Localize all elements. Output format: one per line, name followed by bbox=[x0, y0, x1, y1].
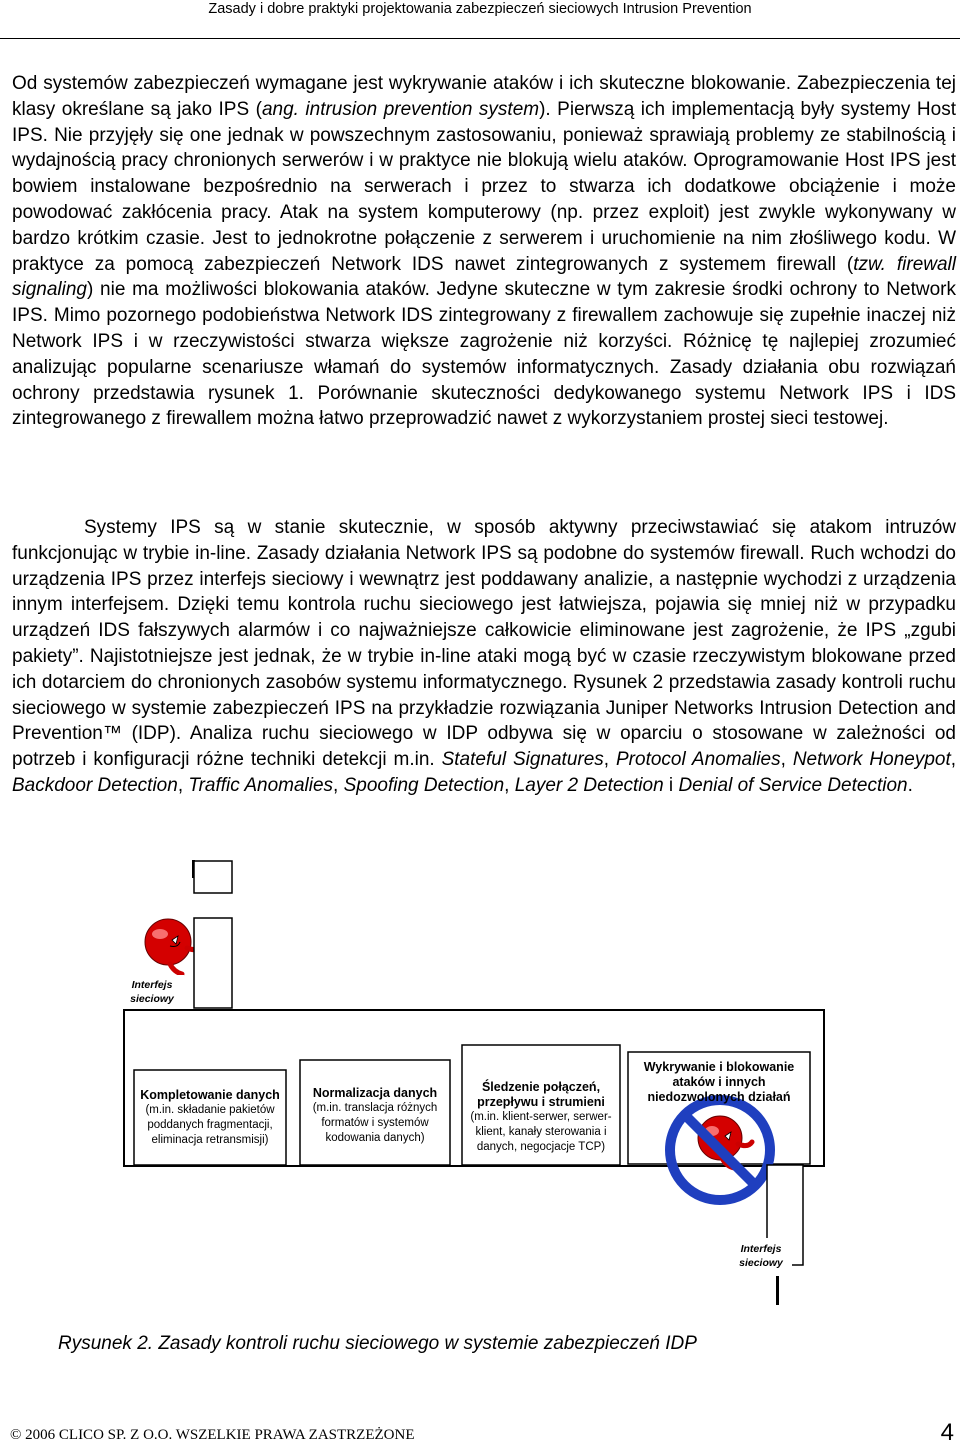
attacker-icon bbox=[145, 919, 201, 974]
stage-1-title: Kompletowanie danych bbox=[140, 1088, 280, 1102]
copyright-text: © 2006 CLICO SP. Z O.O. WSZELKIE PRAWA ZASTRZEŻONE bbox=[10, 1427, 415, 1443]
page-number: 4 bbox=[940, 1419, 954, 1446]
iface-in-label bbox=[122, 978, 182, 1006]
stage-3-desc: (m.in. klient-serwer, serwer-klient, kanały sterowania i danych, negocjacje TCP) bbox=[470, 1111, 612, 1153]
separator: i bbox=[663, 774, 679, 796]
incoming-pipe bbox=[194, 918, 232, 1008]
separator: , bbox=[504, 774, 515, 796]
stage-3-text bbox=[466, 1080, 616, 1155]
technique-network-honeypot: Network Honeypot bbox=[792, 749, 951, 771]
stage-3-title: Śledzenie połączeń, przepływu i strumieni bbox=[477, 1080, 605, 1109]
stage-4-title: Wykrywanie i blokowanie ataków i innych niedozwolonych działań bbox=[643, 1060, 795, 1104]
p1-text-b: ). Pierwszą ich implementacją były systemy Host IPS. Nie przyjęły się one jednak w powszechnym zastosowaniu, ponieważ sprawiają problemy ze stabilnością i wydajnością pracy chronionych serwerów i w praktyce nie blokują wielu ataków. Oprogramowanie Host IPS jest bowiem instalowane bezpośrednio na serwerach i przez to stwarza ich dodatkowe obciążenie i może powodować zakłócenia pracy. Atak na system komputerowy (np. przez exploit) jest zwykle wykonywany w bardzo krótkim czasie. Jest to jednokrotne połączenie z serwerem i uruchomienie na nim złośliwego kodu. W praktyce za pomocą zabezpieczeń Network IDS nawet zintegrowanych z systemem firewall ( bbox=[12, 98, 956, 275]
p1-tzw-term: tzw. firewall signaling bbox=[12, 253, 956, 301]
stage-4-text bbox=[632, 1060, 806, 1105]
document-title: Zasady i dobre praktyki projektowania zabezpieczeń sieciowych Intrusion Prevention bbox=[208, 1, 752, 17]
separator: , bbox=[780, 749, 793, 771]
iface-in-line2: sieciowy bbox=[130, 993, 174, 1005]
technique-spoofing-detection: Spoofing Detection bbox=[343, 774, 505, 796]
figure-idp-diagram bbox=[0, 860, 960, 1330]
technique-backdoor-detection: Backdoor Detection bbox=[12, 774, 178, 796]
separator: , bbox=[177, 774, 189, 796]
figure-caption: Rysunek 2. Zasady kontroli ruchu sieciowego w systemie zabezpieczeń IDP bbox=[58, 1333, 697, 1354]
technique-protocol-anomalies: Protocol Anomalies bbox=[616, 749, 781, 771]
paragraph-ips-inline bbox=[12, 515, 956, 799]
iface-out-line1: Interfejs bbox=[740, 1243, 782, 1255]
stage-1-desc: (m.in. składanie pakietów poddanych fragmentacji, eliminacja retransmisji) bbox=[145, 1104, 275, 1146]
p1-text-c: ) nie ma możliwości blokowania ataków. Jedyne skuteczne w tym zakresie środki ochrony to Network IPS. Mimo pozornego podobieństwa Network IDS zintegrowany z firewallem zachowuje się zupełnie inaczej niż Network IPS i w rzeczywistości stwarza większe zagrożenie niż korzyści. Różnicę tę najlepiej zrozumieć analizując popularne scenariusze włamań do systemów informatycznych. Zasady działania obu rozwiązań ochrony przedstawia rysunek 1. Porównanie skuteczności dedykowanego systemu Network IPS i IDS zintegrowanego z firewallem można łatwo przeprowadzić nawet z wykorzystaniem prostej sieci testowej. bbox=[12, 279, 956, 430]
paragraph-ips-intro bbox=[12, 71, 956, 432]
header-rule bbox=[0, 38, 960, 39]
separator: , bbox=[333, 774, 344, 796]
iface-out-label bbox=[731, 1242, 791, 1270]
stage-2-desc: (m.in. translacja różnych formatów i systemów kodowania danych) bbox=[312, 1102, 438, 1144]
incoming-pipe-top bbox=[194, 861, 232, 893]
separator: , bbox=[603, 749, 616, 771]
iface-out-line2: sieciowy bbox=[739, 1257, 783, 1269]
stage-2-title: Normalizacja danych bbox=[312, 1086, 438, 1100]
page-header bbox=[0, 0, 960, 40]
technique-stateful-signatures: Stateful Signatures bbox=[441, 749, 604, 771]
iface-in-line1: Interfejs bbox=[131, 979, 173, 991]
separator: , bbox=[950, 749, 957, 771]
technique-layer2-detection: Layer 2 Detection bbox=[514, 774, 664, 796]
technique-dos-detection: Denial of Service Detection bbox=[678, 774, 908, 796]
stage-1-text bbox=[136, 1088, 284, 1148]
p2-text-a: Systemy IPS są w stanie skutecznie, w sposób aktywny przeciwstawiać się atakom intruzów funkcjonując w trybie in-line. Zasady działania Network IPS są podobne do systemów firewall. Ruch wchodzi do urządzenia IPS przez interfejs sieciowy i wewnątrz jest poddawany analizie, a następnie wychodzi z urządzenia innym interfejsem. Dzięki temu kontrola ruchu sieciowego jest łatwiejsza, pojawia się mniej niż w przypadku urządzeń IDS fałszywych alarmów i co najważniejsze całkowicie eliminowane jest zagrożenie, że IPS „zgubi pakiety”. Najistotniejsze jest jednak, że w trybie in-line ataki mogą być w czasie rzeczywistym blokowane przed ich dotarciem do chronionych zasobów systemu informatycznego. Rysunek 2 przedstawia zasady kontroli ruchu sieciowego w systemie zabezpieczeń IPS na przykładzie rozwiązania Juniper Networks Intrusion Detection and Prevention™ (IDP). Analiza ruchu sieciowego w IDP odbywa się w oparciu o stosowane w zależności od potrzeb i konfiguracji różne techniki detekcji m.in. bbox=[12, 517, 956, 771]
separator: . bbox=[907, 774, 913, 796]
stage-2-text bbox=[304, 1086, 446, 1146]
page-footer bbox=[10, 1419, 954, 1447]
technique-traffic-anomalies: Traffic Anomalies bbox=[188, 774, 334, 796]
p1-text-a: Od systemów zabezpieczeń wymagane jest wykrywanie ataków i ich skuteczne blokowanie. Zabezpieczenia tej klasy określane są jako IPS ( bbox=[12, 73, 956, 120]
p1-ang-term: ang. intrusion prevention system bbox=[261, 98, 540, 120]
